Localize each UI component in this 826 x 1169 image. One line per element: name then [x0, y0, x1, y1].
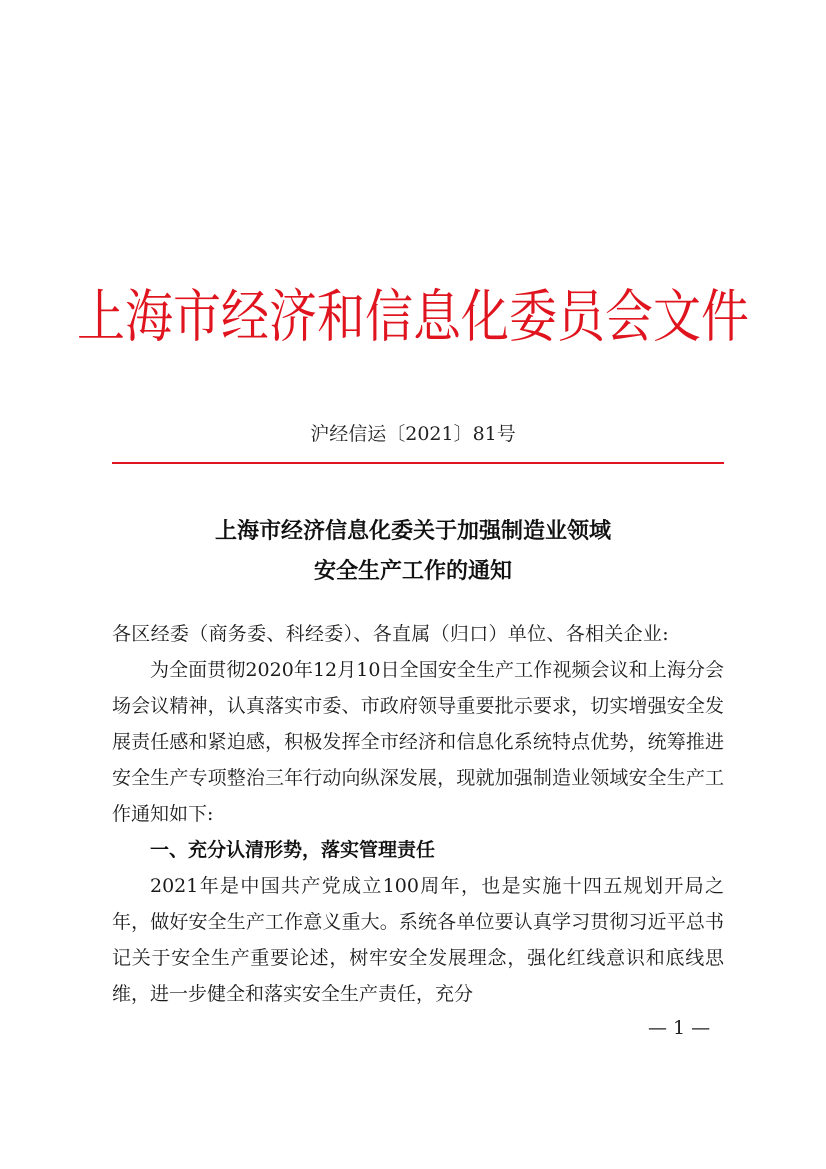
- red-divider-line: [112, 462, 724, 464]
- document-masthead: 上海市经济和信息化委员会文件: [76, 284, 749, 351]
- document-title-line-2: 安全生产工作的通知: [313, 558, 512, 584]
- body-paragraph-1: 为全面贯彻2020年12月10日全国安全生产工作视频会议和上海分会场会议精神，认真落实市委、市政府领导重要批示要求，切实增强安全发展责任感和紧迫感，积极发挥全市经济和信息化系统特点优势，统筹推进安全生产专项整治三年行动向纵深发展，现就加强制造业领域安全生产工作通知如下:: [112, 659, 724, 825]
- body-paragraph-2: 2021年是中国共产党成立100周年，也是实施十四五规划开局之年，做好安全生产工作意义重大。系统各单位要认真学习贯彻习近平总书记关于安全生产重要论述，树牢安全发展理念，强化红线意识和底线思维，进一步健全和落实安全生产责任，充分: [112, 875, 724, 1005]
- page-number: — 1 —: [648, 1017, 711, 1039]
- salutation: 各区经委（商务委、科经委）、各直属（归口）单位、各相关企业:: [112, 623, 669, 645]
- section-heading-1: 一、充分认清形势，落实管理责任: [150, 839, 436, 861]
- document-number: 沪经信运〔2021〕81号: [310, 423, 516, 445]
- document-title-line-1: 上海市经济信息化委关于加强制造业领域: [214, 518, 611, 544]
